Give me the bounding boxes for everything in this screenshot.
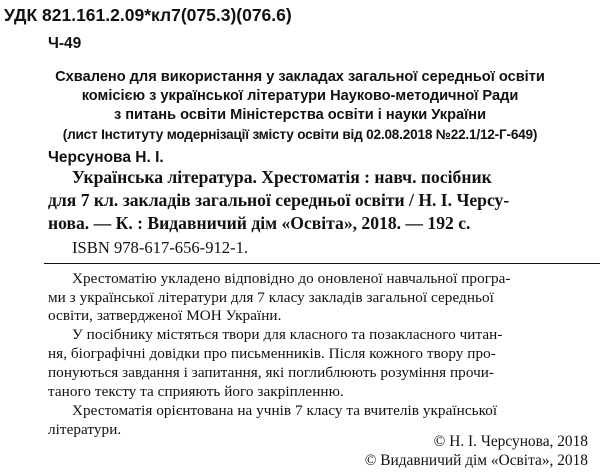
bibliography-line-1: Українська література. Хрестоматія : навч. посібник: [72, 167, 492, 187]
annotation-line-8: Хрестоматія орієнтована на учнів 7 класу та вчителів української: [72, 402, 498, 419]
author-mark: Ч-49: [48, 35, 82, 52]
annotation-line-1: Хрестоматію укладено відповідно до оновленої навчальної програ-: [72, 270, 511, 287]
udk-code: УДК 821.161.2.09*кл7(075.3)(076.6): [4, 5, 292, 25]
bibliography-line-3: нова. — К. : Видавничий дім «Освіта», 2018. — 192 с.: [48, 213, 471, 233]
isbn: ISBN 978-617-656-912-1.: [72, 238, 249, 257]
annotation-line-4: У посібнику містяться твори для класного та позакласного читан-: [72, 326, 503, 343]
annotation-line-6: понуються завдання і запитання, які поглиблюють розуміння прочи-: [48, 364, 495, 381]
copyright-author: © Н. І. Черсунова, 2018: [433, 433, 588, 450]
bibliography-line-2: для 7 кл. закладів загальної середньої освіти / Н. І. Черсу-: [48, 190, 510, 210]
annotation-line-9: літератури.: [48, 421, 122, 438]
approval-line-1: Схвалено для використання у закладах загальної середньої освіти: [55, 69, 545, 85]
divider: [44, 263, 600, 264]
approval-line-2: комісією з української літератури Науково-методичної Ради: [81, 88, 519, 104]
approval-line-4: (лист Інституту модернізації змісту освіти від 02.08.2018 №22.1/12-Г-649): [62, 127, 538, 142]
annotation-line-3: освіти, затвердженої МОН України.: [48, 307, 282, 324]
annotation-line-7: таного тексту та сприяють його закріпленню.: [48, 383, 344, 400]
annotation-line-2: ми з української літератури для 7 класу закладів загальної середньої: [48, 289, 494, 306]
copyright-publisher: © Видавничий дім «Освіта», 2018: [364, 452, 588, 469]
approval-line-3: з питань освіти Міністерства освіти і науки України: [113, 107, 487, 123]
author-name: Черсунова Н. І.: [48, 149, 164, 166]
annotation-line-5: ня, біографічні довідки про письменників. Після кожного твору про-: [48, 345, 496, 362]
